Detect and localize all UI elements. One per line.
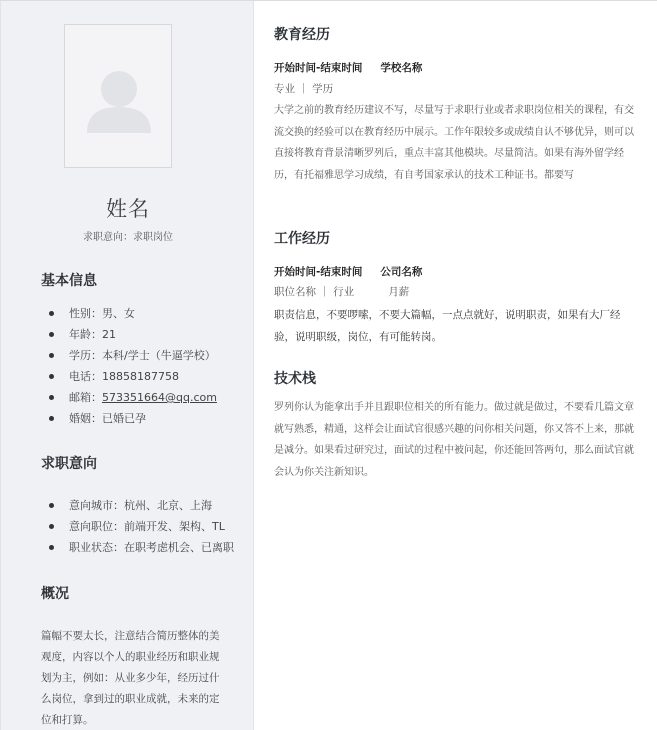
skills-description: 罗列你认为能拿出手并且跟职位相关的所有能力。做过就是做过，不要看几篇文章就写熟悉，精通，这样会让面试官很感兴趣的问你相关问题，你又答不上来，那就是减分。如果看过研究过，面试的过程中被问起，你还能回答两句，那么面试官就会认为你关注新知识。: [274, 402, 634, 478]
intent-value: 杭州、北京、上海: [124, 499, 212, 512]
intent-position: [49, 516, 234, 537]
info-phone: [49, 366, 217, 387]
intent-label: 意向城市：: [69, 499, 124, 512]
intent-city: [49, 495, 234, 516]
education-major-degree: 专业 ｜ 学历: [274, 83, 334, 95]
info-value: 男、女: [102, 307, 135, 320]
work-description: 职责信息，不要啰嗦，不要大篇幅，一点点就好，说明职责，如果有大厂经验，说明职级，岗位，有可能转岗。: [274, 309, 621, 343]
info-value: 已婚已孕: [102, 412, 146, 425]
info-label: 邮箱：: [69, 391, 102, 404]
info-age: [49, 324, 217, 345]
intent-label: 职业状态：: [69, 541, 124, 554]
intent-status: [49, 537, 234, 558]
info-email: [49, 387, 217, 408]
info-label: 性别：: [69, 307, 102, 320]
candidate-name: 姓名: [106, 197, 150, 221]
overview-title: 概况: [41, 586, 69, 602]
job-intent-title: 求职意向: [41, 456, 97, 472]
info-label: 年龄：: [69, 328, 102, 341]
candidate-intent: 求职意向：求职岗位: [83, 232, 173, 243]
info-marital: [49, 408, 217, 429]
work-title: 工作经历: [274, 231, 330, 247]
education-title: 教育经历: [274, 27, 330, 43]
basic-info-title: 基本信息: [41, 273, 97, 289]
education-header: [274, 60, 422, 75]
user-silhouette-icon: [65, 25, 173, 169]
work-salary: 月薪: [388, 286, 410, 298]
info-value: 21: [102, 328, 116, 341]
info-label: 学历：: [69, 349, 102, 362]
info-value: 18858187758: [102, 370, 179, 383]
overview-text: 篇幅不要太长，注意结合简历整体的美观度，内容以个人的职业经历和职业规划为主，例如：从业多少年，经历过什么岗位，拿到过的职业成就，未来的定位和打算。: [41, 630, 220, 726]
work-header: [274, 264, 422, 279]
job-intent-list: [49, 495, 234, 558]
info-value: 本科/学士（牛逼学校）: [102, 349, 216, 362]
email-link[interactable]: 573351664@qq.com: [102, 391, 217, 404]
main-content: [254, 1, 657, 730]
info-education: [49, 345, 217, 366]
intent-value: 前端开发、架构、TL: [124, 520, 225, 533]
work-time: 开始时间-结束时间: [274, 266, 363, 278]
education-description: 大学之前的教育经历建议不写，尽量写于求职行业或者求职岗位相关的课程，有交流交换的经验可以在教育经历中展示。工作年限较多或成绩自认不够优异，则可以直接将教育背景清晰罗列后，重点丰富其他模块。尽量简洁。如果有海外留学经历，有托福雅思学习成绩，有自考国家承认的技术工种证书。都要写: [274, 105, 634, 181]
work-position-industry: 职位名称 ｜ 行业: [274, 286, 355, 298]
intent-value: 在职考虑机会、已离职: [124, 541, 234, 554]
basic-info-list: [49, 303, 217, 429]
skills-title: 技术栈: [274, 371, 316, 387]
education-school: 学校名称: [380, 62, 423, 74]
sidebar: [0, 1, 254, 730]
info-gender: [49, 303, 217, 324]
work-position-line: [274, 284, 409, 299]
intent-label: 意向职位：: [69, 520, 124, 533]
work-company: 公司名称: [380, 266, 423, 278]
avatar: [64, 24, 172, 168]
education-time: 开始时间-结束时间: [274, 62, 363, 74]
info-label: 婚姻：: [69, 412, 102, 425]
info-label: 电话：: [69, 370, 102, 383]
